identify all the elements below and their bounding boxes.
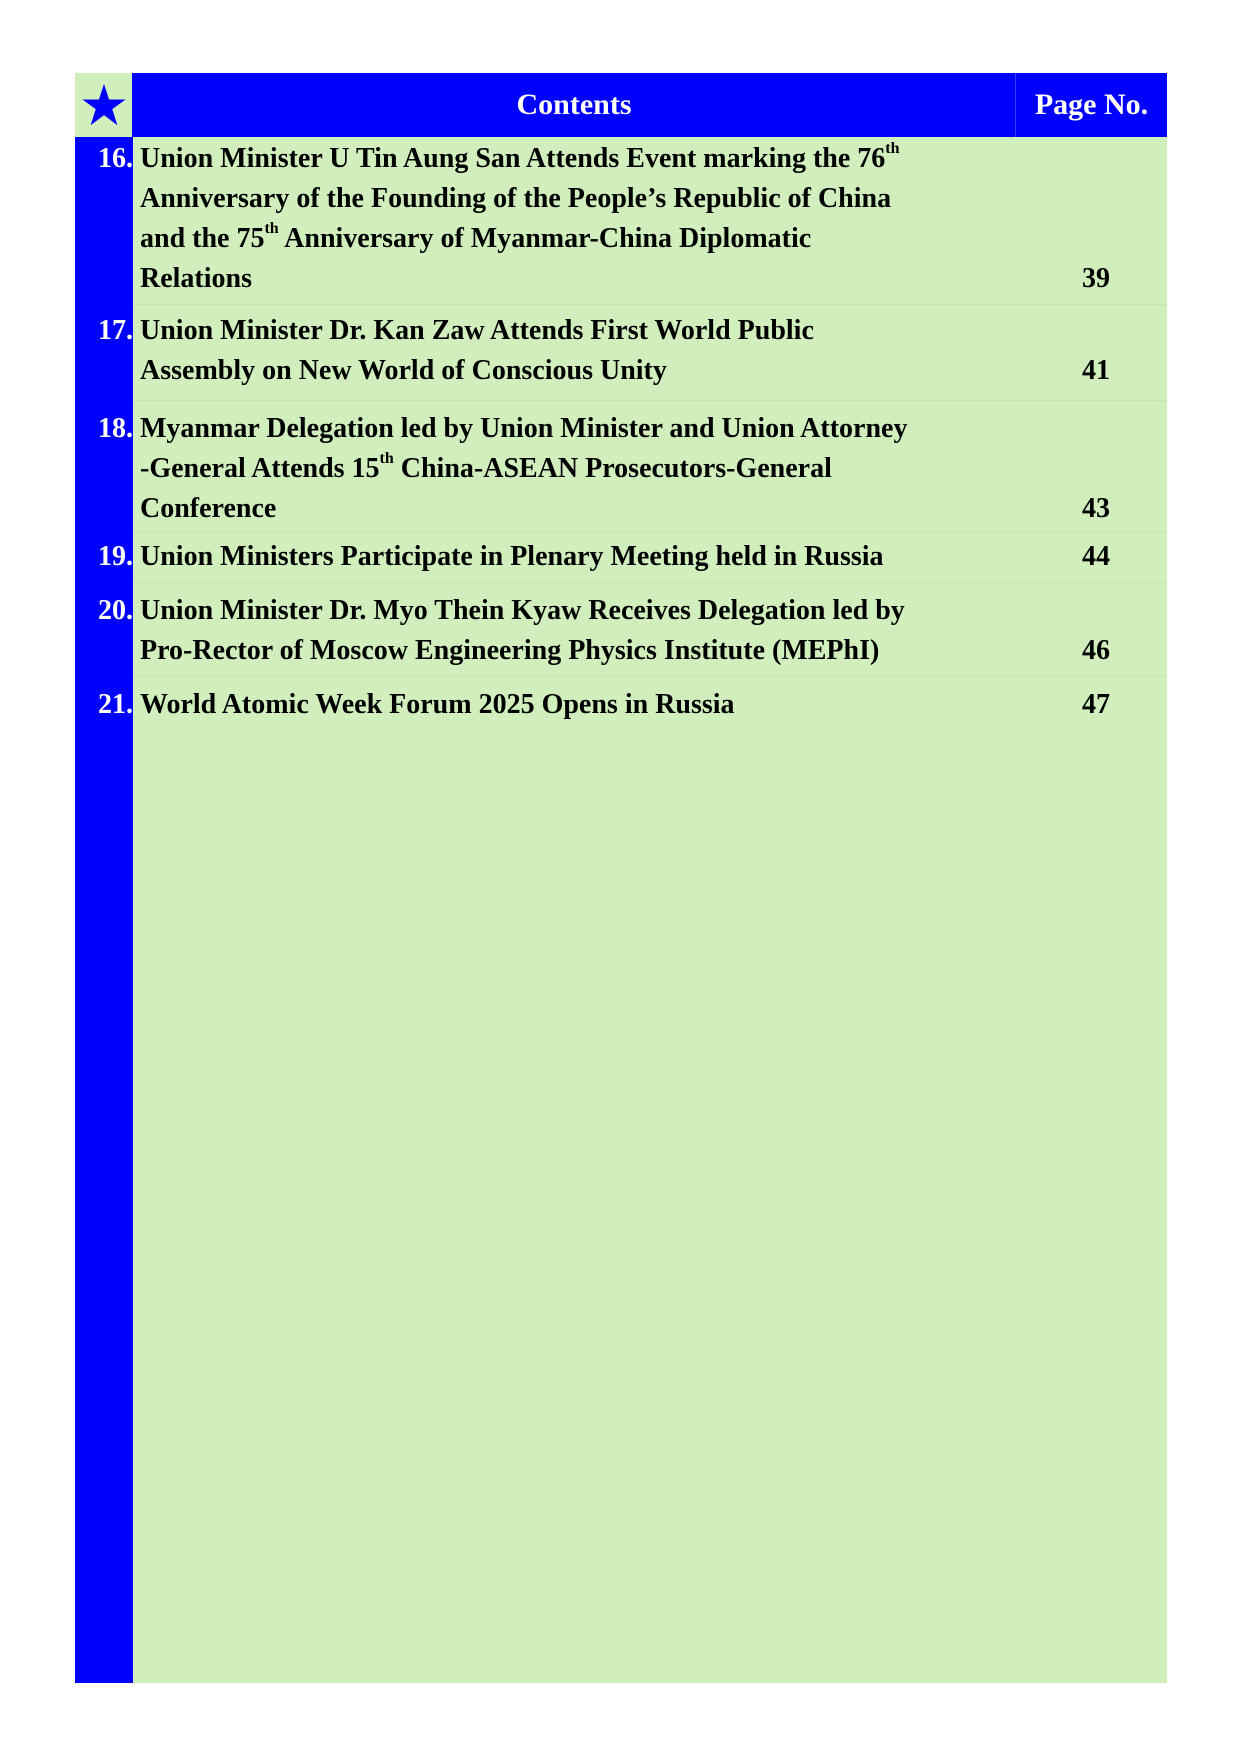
contents-table	[75, 73, 1167, 1683]
entry-title-line: Conference	[140, 493, 277, 524]
contents-title: Contents	[516, 88, 632, 121]
entry-title-line: Union Minister Dr. Myo Thein Kyaw Receives Delegation led by	[140, 595, 905, 626]
entry-page-number: 47	[1082, 689, 1110, 720]
entry-title-line: Union Minister Dr. Kan Zaw Attends First World Public	[140, 315, 814, 346]
entry-number: 18.	[98, 413, 133, 444]
toc-entry	[75, 591, 1167, 671]
page-number-heading: Page No.	[1034, 88, 1149, 121]
entry-title-line: -General Attends 15th China-ASEAN Prosecutors-General	[140, 450, 832, 484]
toc-entry	[75, 685, 1167, 725]
entry-page-number: 43	[1082, 493, 1110, 524]
star-cell	[75, 73, 132, 137]
entry-title	[140, 685, 1000, 725]
toc-entry	[75, 139, 1167, 297]
entry-page-number: 41	[1082, 355, 1110, 386]
toc-entry	[75, 409, 1167, 529]
entry-title	[140, 591, 1000, 671]
entry-page-number: 44	[1082, 541, 1110, 572]
row-divider	[133, 304, 1167, 305]
entry-title-line: Union Ministers Participate in Plenary Meeting held in Russia	[140, 541, 884, 572]
entry-page-number: 46	[1082, 635, 1110, 666]
row-divider	[133, 676, 1167, 677]
entry-title-line: Assembly on New World of Conscious Unity	[140, 355, 667, 386]
star-icon	[81, 82, 127, 128]
row-divider	[133, 532, 1167, 533]
entry-title-line: Union Minister U Tin Aung San Attends Event marking the 76th	[140, 140, 900, 174]
entry-number: 17.	[98, 315, 133, 346]
entry-title-line: Pro-Rector of Moscow Engineering Physics Institute (MEPhI)	[140, 635, 880, 666]
toc-entry	[75, 311, 1167, 391]
entry-number: 21.	[98, 689, 133, 720]
contents-header	[75, 73, 1167, 137]
toc-entry	[75, 537, 1167, 577]
entry-page-number: 39	[1082, 263, 1110, 294]
entry-title	[140, 537, 1000, 577]
row-divider	[133, 400, 1167, 401]
entry-title-line: Myanmar Delegation led by Union Minister and Union Attorney	[140, 413, 908, 444]
entry-number: 20.	[98, 595, 133, 626]
entry-title-line: World Atomic Week Forum 2025 Opens in Russia	[140, 689, 735, 720]
entry-number: 16.	[98, 143, 133, 174]
entry-title	[140, 139, 1000, 299]
entry-title	[140, 409, 1000, 529]
entry-title-line: Anniversary of the Founding of the People’s Republic of China	[140, 183, 892, 214]
entry-title-line: and the 75th Anniversary of Myanmar-China Diplomatic	[140, 220, 812, 254]
entry-number: 19.	[98, 541, 133, 572]
row-divider	[133, 582, 1167, 583]
entry-title-line: Relations	[140, 263, 252, 294]
entry-title	[140, 311, 1000, 391]
